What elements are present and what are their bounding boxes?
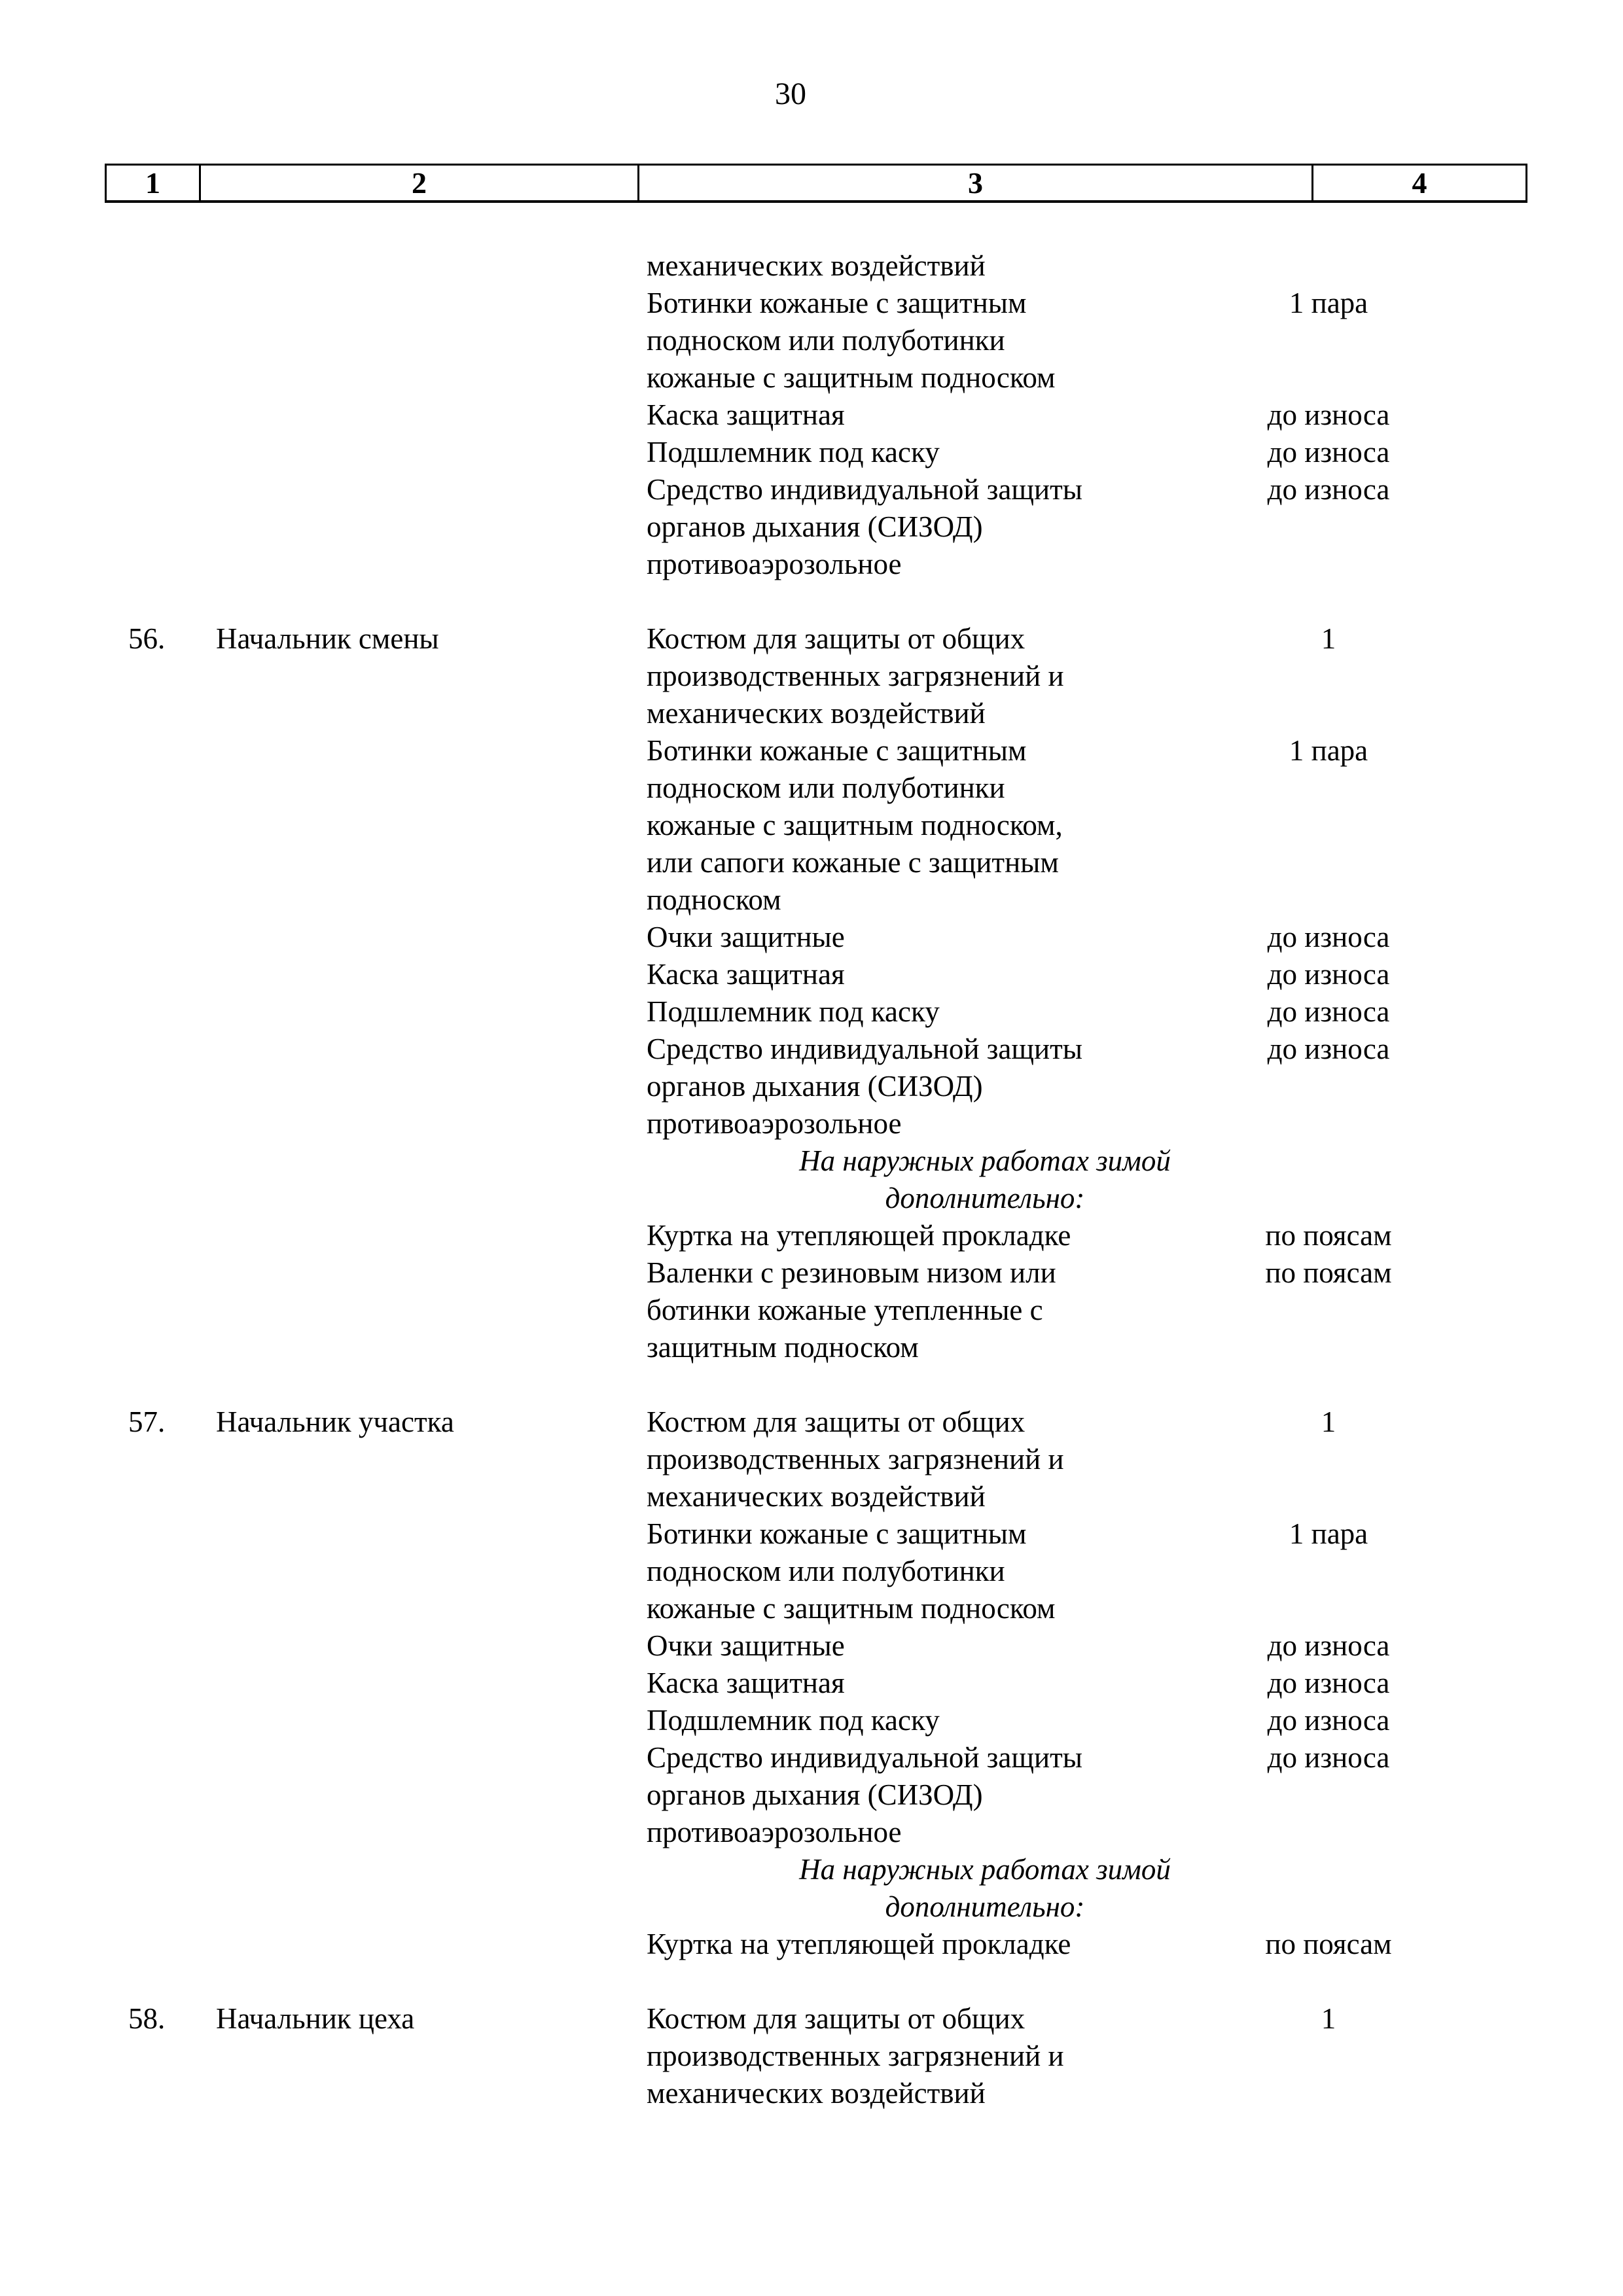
header-col-4: 4 xyxy=(1412,166,1427,200)
continuation-item-0-text: механических воздействий xyxy=(647,249,986,282)
row-1-item-2-text: Очки защитные xyxy=(647,1629,845,1662)
row-2-item-0-text: Костюм для защиты от общих xyxy=(647,2002,1026,2035)
row-0-item-0-text: производственных загрязнений и xyxy=(647,660,1064,692)
continuation-item-2-qty: до износа xyxy=(1267,398,1390,431)
row-1-item-1-qty: 1 пара xyxy=(1289,1517,1368,1550)
row-0-item-1-text: кожаные с защитным подноском, xyxy=(647,809,1063,841)
row-1-item-1-text: кожаные с защитным подноском xyxy=(647,1592,1056,1625)
row-1-item-2-qty: до износа xyxy=(1267,1629,1390,1662)
row-1-item-3-qty: до износа xyxy=(1267,1667,1390,1699)
row-1-item-0-qty: 1 xyxy=(1321,1405,1336,1438)
row-0-item-4-text: Подшлемник под каску xyxy=(647,995,940,1028)
position-name: Начальник цеха xyxy=(216,2002,415,2035)
row-1-item-1-text: подноском или полуботинки xyxy=(647,1555,1005,1587)
row-0-extra-item-1-text: ботинки кожаные утепленные с xyxy=(647,1294,1043,1326)
continuation-item-1-text: Ботинки кожаные с защитным xyxy=(647,287,1027,319)
row-1-item-0-text: Костюм для защиты от общих xyxy=(647,1405,1026,1438)
row-0-item-1-text: или сапоги кожаные с защитным xyxy=(647,846,1059,879)
header-col-3: 3 xyxy=(639,166,1313,200)
row-2-item-0-text: производственных загрязнений и xyxy=(647,2040,1064,2072)
row-0-item-2-qty: до износа xyxy=(1267,921,1390,953)
row-0-extra-item-0-text: Куртка на утепляющей прокладке xyxy=(647,1219,1071,1252)
row-number: 56. xyxy=(128,622,166,655)
row-0-item-5-text: органов дыхания (СИЗОД) xyxy=(647,1070,983,1103)
row-0-item-3-qty: до износа xyxy=(1267,958,1390,991)
row-0-item-1-text: подноском или полуботинки xyxy=(647,771,1005,804)
position-name: Начальник смены xyxy=(216,622,439,655)
row-0-item-5-text: Средство индивидуальной защиты xyxy=(647,1033,1083,1065)
continuation-item-1-text: подноском или полуботинки xyxy=(647,324,1005,357)
row-1-extra-item-0-text: Куртка на утепляющей прокладке xyxy=(647,1928,1071,1960)
continuation-item-4-text: органов дыхания (СИЗОД) xyxy=(647,510,983,543)
row-1-item-5-text: органов дыхания (СИЗОД) xyxy=(647,1778,983,1811)
row-0-item-5-text: противоаэрозольное xyxy=(647,1107,902,1140)
winter-note: дополнительно: xyxy=(885,1182,1085,1214)
row-0-item-4-qty: до износа xyxy=(1267,995,1390,1028)
row-number: 58. xyxy=(128,2002,166,2035)
row-1-extra-item-0-qty: по поясам xyxy=(1265,1928,1392,1960)
winter-note: дополнительно: xyxy=(885,1890,1085,1923)
continuation-item-2-text: Каска защитная xyxy=(647,398,845,431)
row-0-item-1-text: подноском xyxy=(647,883,781,916)
continuation-item-3-text: Подшлемник под каску xyxy=(647,436,940,468)
continuation-item-1-text: кожаные с защитным подноском xyxy=(647,361,1056,394)
table-header xyxy=(105,164,1527,203)
continuation-item-4-text: Средство индивидуальной защиты xyxy=(647,473,1083,506)
row-0-item-0-text: механических воздействий xyxy=(647,697,986,730)
winter-note: На наружных работах зимой xyxy=(799,1853,1171,1886)
row-0-item-1-text: Ботинки кожаные с защитным xyxy=(647,734,1027,767)
row-0-item-5-qty: до износа xyxy=(1267,1033,1390,1065)
page-number: 30 xyxy=(775,77,806,111)
row-0-extra-item-1-text: Валенки с резиновым низом или xyxy=(647,1256,1056,1289)
row-0-item-1-qty: 1 пара xyxy=(1289,734,1368,767)
row-1-item-5-text: противоаэрозольное xyxy=(647,1816,902,1848)
continuation-item-1-qty: 1 пара xyxy=(1289,287,1368,319)
row-1-item-1-text: Ботинки кожаные с защитным xyxy=(647,1517,1027,1550)
row-0-item-3-text: Каска защитная xyxy=(647,958,845,991)
row-0-extra-item-1-text: защитным подноском xyxy=(647,1331,919,1364)
row-0-extra-item-0-qty: по поясам xyxy=(1265,1219,1392,1252)
row-1-item-5-qty: до износа xyxy=(1267,1741,1390,1774)
continuation-item-4-qty: до износа xyxy=(1267,473,1390,506)
row-0-item-0-qty: 1 xyxy=(1321,622,1336,655)
continuation-item-3-qty: до износа xyxy=(1267,436,1390,468)
row-2-item-0-text: механических воздействий xyxy=(647,2077,986,2110)
row-1-item-4-text: Подшлемник под каску xyxy=(647,1704,940,1737)
row-number: 57. xyxy=(128,1405,166,1438)
continuation-item-4-text: противоаэрозольное xyxy=(647,548,902,580)
row-1-item-5-text: Средство индивидуальной защиты xyxy=(647,1741,1083,1774)
row-2-item-0-qty: 1 xyxy=(1321,2002,1336,2035)
row-0-item-0-text: Костюм для защиты от общих xyxy=(647,622,1026,655)
winter-note: На наружных работах зимой xyxy=(799,1144,1171,1177)
header-col-1: 1 xyxy=(107,166,201,200)
row-0-item-2-text: Очки защитные xyxy=(647,921,845,953)
row-1-item-4-qty: до износа xyxy=(1267,1704,1390,1737)
row-1-item-0-text: механических воздействий xyxy=(647,1480,986,1513)
position-name: Начальник участка xyxy=(216,1405,454,1438)
row-1-item-0-text: производственных загрязнений и xyxy=(647,1443,1064,1475)
row-0-extra-item-1-qty: по поясам xyxy=(1265,1256,1392,1289)
row-1-item-3-text: Каска защитная xyxy=(647,1667,845,1699)
header-col-2: 2 xyxy=(201,166,639,200)
